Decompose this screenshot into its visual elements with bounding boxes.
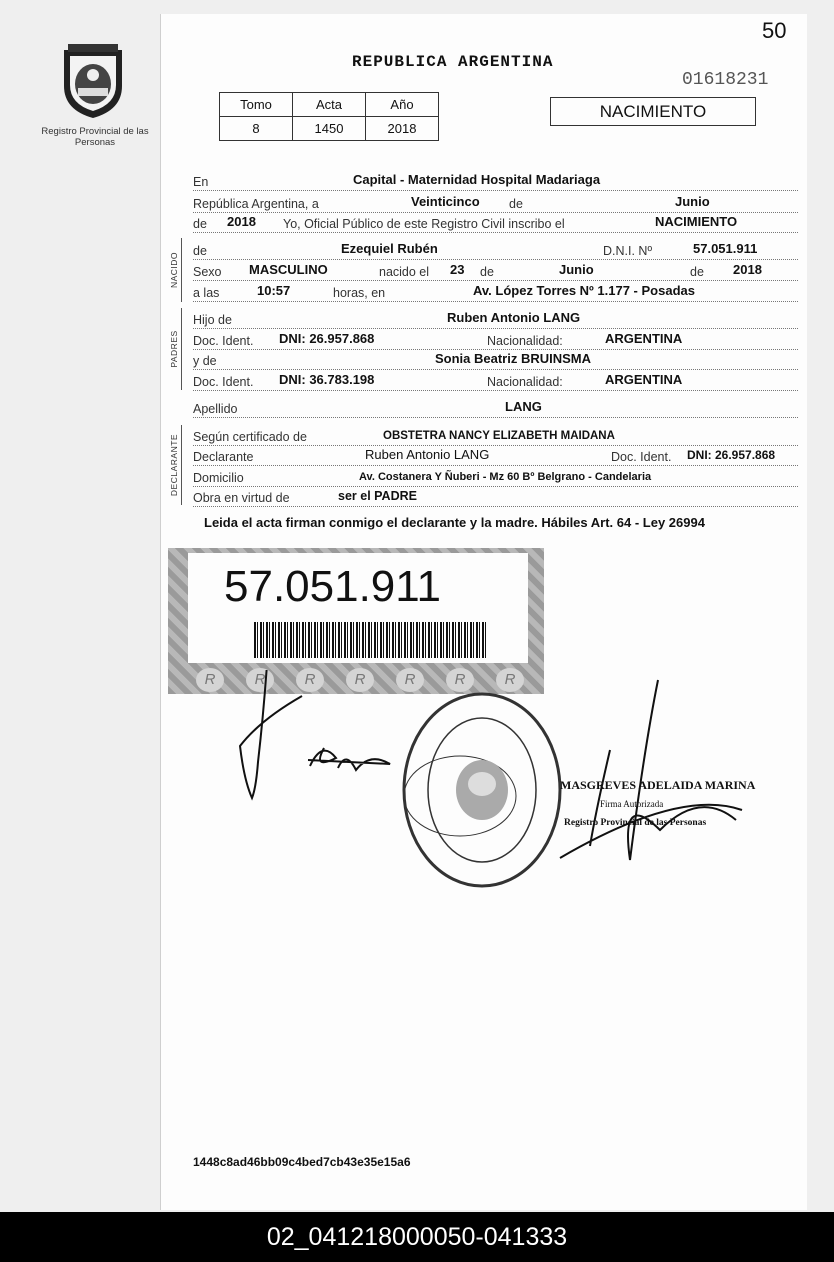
value-nac-mes: Junio xyxy=(559,262,594,277)
label-nacionalidad: Nacionalidad: xyxy=(487,375,563,389)
line-nombre xyxy=(193,240,798,260)
value-obra: ser el PADRE xyxy=(338,489,417,503)
label-apellido: Apellido xyxy=(193,402,238,416)
mother-signature-icon xyxy=(308,748,390,770)
record-type-box: NACIMIENTO xyxy=(550,97,756,126)
line-padre xyxy=(193,309,798,329)
line-madre xyxy=(193,350,798,370)
line-certificado xyxy=(193,426,798,446)
barcode-icon xyxy=(254,622,486,658)
table-cell: 2018 xyxy=(366,117,439,141)
stamp-role: Firma Autorizada xyxy=(600,799,664,809)
table-header: Año xyxy=(366,93,439,117)
line-yo xyxy=(193,213,798,233)
line-hora xyxy=(193,282,798,302)
table-cell: 1450 xyxy=(293,117,366,141)
value-lugar: Capital - Maternidad Hospital Madariaga xyxy=(353,172,601,187)
label-doc-ident: Doc. Ident. xyxy=(193,334,254,348)
label-horas-en: horas, en xyxy=(333,286,386,300)
section-label: PADRES xyxy=(169,330,179,368)
label-segun: Según certificado de xyxy=(193,430,307,444)
label-nacido-el: nacido el xyxy=(379,265,430,279)
label-de: de xyxy=(193,217,207,231)
label-doc-ident: Doc. Ident. xyxy=(193,375,254,389)
stamp-office: Registro Provincial de las Personas xyxy=(564,818,707,828)
table-cell: 8 xyxy=(220,117,293,141)
tomo-acta-anio-table xyxy=(219,92,439,141)
watermark-r-icon: R xyxy=(246,668,274,692)
value-lugar-nac: Av. López Torres Nº 1.177 - Posadas xyxy=(473,283,695,298)
watermark-r-icon: R xyxy=(496,668,524,692)
table-header: Acta xyxy=(293,93,366,117)
section-label: DECLARANTE xyxy=(169,433,179,497)
label-dni: D.N.I. Nº xyxy=(603,244,653,258)
value-certificado: OBSTETRA NANCY ELIZABETH MAIDANA xyxy=(383,430,615,442)
label-declarante: Declarante xyxy=(193,450,254,464)
stamp-name: MASGREVES ADELAIDA MARINA xyxy=(560,778,756,792)
value-padre-nac: ARGENTINA xyxy=(605,331,683,346)
registry-name: Registro Provincial de las Personas xyxy=(41,126,149,148)
label-en: En xyxy=(193,175,209,189)
page-number: 50 xyxy=(762,18,787,43)
label-de: de xyxy=(480,265,494,279)
official-round-stamp-icon xyxy=(404,694,560,886)
value-madre-nac: ARGENTINA xyxy=(605,372,683,387)
label-yo: Yo, Oficial Público de este Registro Civil inscribo el xyxy=(283,217,565,231)
document-hash: 1448c8ad46bb09c4bed7cb43e35e15a6 xyxy=(193,1155,411,1169)
document-title: REPUBLICA ARGENTINA xyxy=(352,53,554,71)
table-header: Tomo xyxy=(220,93,293,117)
value-nac-anio: 2018 xyxy=(733,262,762,277)
value-madre-doc: DNI: 36.783.198 xyxy=(279,372,375,387)
registry-seal-icon xyxy=(58,42,128,120)
label-de: de xyxy=(193,244,207,258)
line-apellido xyxy=(193,398,798,418)
section-padres xyxy=(167,308,182,390)
line-en xyxy=(193,171,798,191)
label-hijo-de: Hijo de xyxy=(193,313,232,327)
footer-file-id: 02_041218000050-041333 xyxy=(0,1212,834,1262)
label-republica: República Argentina, a xyxy=(193,197,319,211)
section-declarante xyxy=(167,425,182,505)
value-domicilio: Av. Costanera Y Ñuberi - Mz 60 Bº Belgrano - Candelaria xyxy=(359,471,652,483)
value-dni: 57.051.911 xyxy=(693,241,758,256)
value-acto: NACIMIENTO xyxy=(655,214,738,229)
label-obra: Obra en virtud de xyxy=(193,491,290,505)
line-declarante xyxy=(193,446,798,466)
value-nombre: Ezequiel Rubén xyxy=(341,241,438,256)
section-nacido xyxy=(167,238,182,302)
label-nacionalidad: Nacionalidad: xyxy=(487,334,563,348)
line-domicilio xyxy=(193,467,798,487)
watermark-r-icon: R xyxy=(196,668,224,692)
value-apellido: LANG xyxy=(505,399,542,414)
watermark-r-icon: R xyxy=(296,668,324,692)
official-signature-icon xyxy=(560,680,742,860)
line-sexo xyxy=(193,261,798,281)
label-a-las: a las xyxy=(193,286,220,300)
value-padre: Ruben Antonio LANG xyxy=(447,310,581,325)
value-dia: Veinticinco xyxy=(411,194,480,209)
table-header-row xyxy=(220,93,439,117)
line-obra xyxy=(193,487,798,507)
value-declarante-doc: DNI: 26.957.868 xyxy=(687,448,776,462)
label-de: de xyxy=(509,197,523,211)
label-doc-ident: Doc. Ident. xyxy=(611,450,672,464)
value-sexo: MASCULINO xyxy=(249,262,328,277)
line-republica xyxy=(193,193,798,213)
label-sexo: Sexo xyxy=(193,265,222,279)
line-madre-doc xyxy=(193,371,798,391)
line-padre-doc xyxy=(193,330,798,350)
label-de: de xyxy=(690,265,704,279)
watermark-r-icon: R xyxy=(396,668,424,692)
sticker-dni-number: 57.051.911 xyxy=(224,562,441,611)
value-mes: Junio xyxy=(675,194,710,209)
watermark-r-icon: R xyxy=(346,668,374,692)
value-madre: Sonia Beatriz BRUINSMA xyxy=(435,351,592,366)
value-anio: 2018 xyxy=(227,214,256,229)
serial-number: 01618231 xyxy=(682,70,769,90)
official-stamp-text xyxy=(560,776,755,833)
declarant-signature-icon xyxy=(240,670,302,798)
value-padre-doc: DNI: 26.957.868 xyxy=(279,331,375,346)
closing-statement: Leida el acta firman conmigo el declarante y la madre. Hábiles Art. 64 - Ley 26994 xyxy=(204,515,705,530)
section-label: NACIDO xyxy=(169,251,179,289)
watermark-r-icon: R xyxy=(446,668,474,692)
value-nac-dia: 23 xyxy=(450,262,465,277)
label-domicilio: Domicilio xyxy=(193,471,244,485)
value-hora: 10:57 xyxy=(257,283,291,298)
value-declarante: Ruben Antonio LANG xyxy=(365,447,490,462)
label-y-de: y de xyxy=(193,354,217,368)
table-row xyxy=(220,117,439,141)
